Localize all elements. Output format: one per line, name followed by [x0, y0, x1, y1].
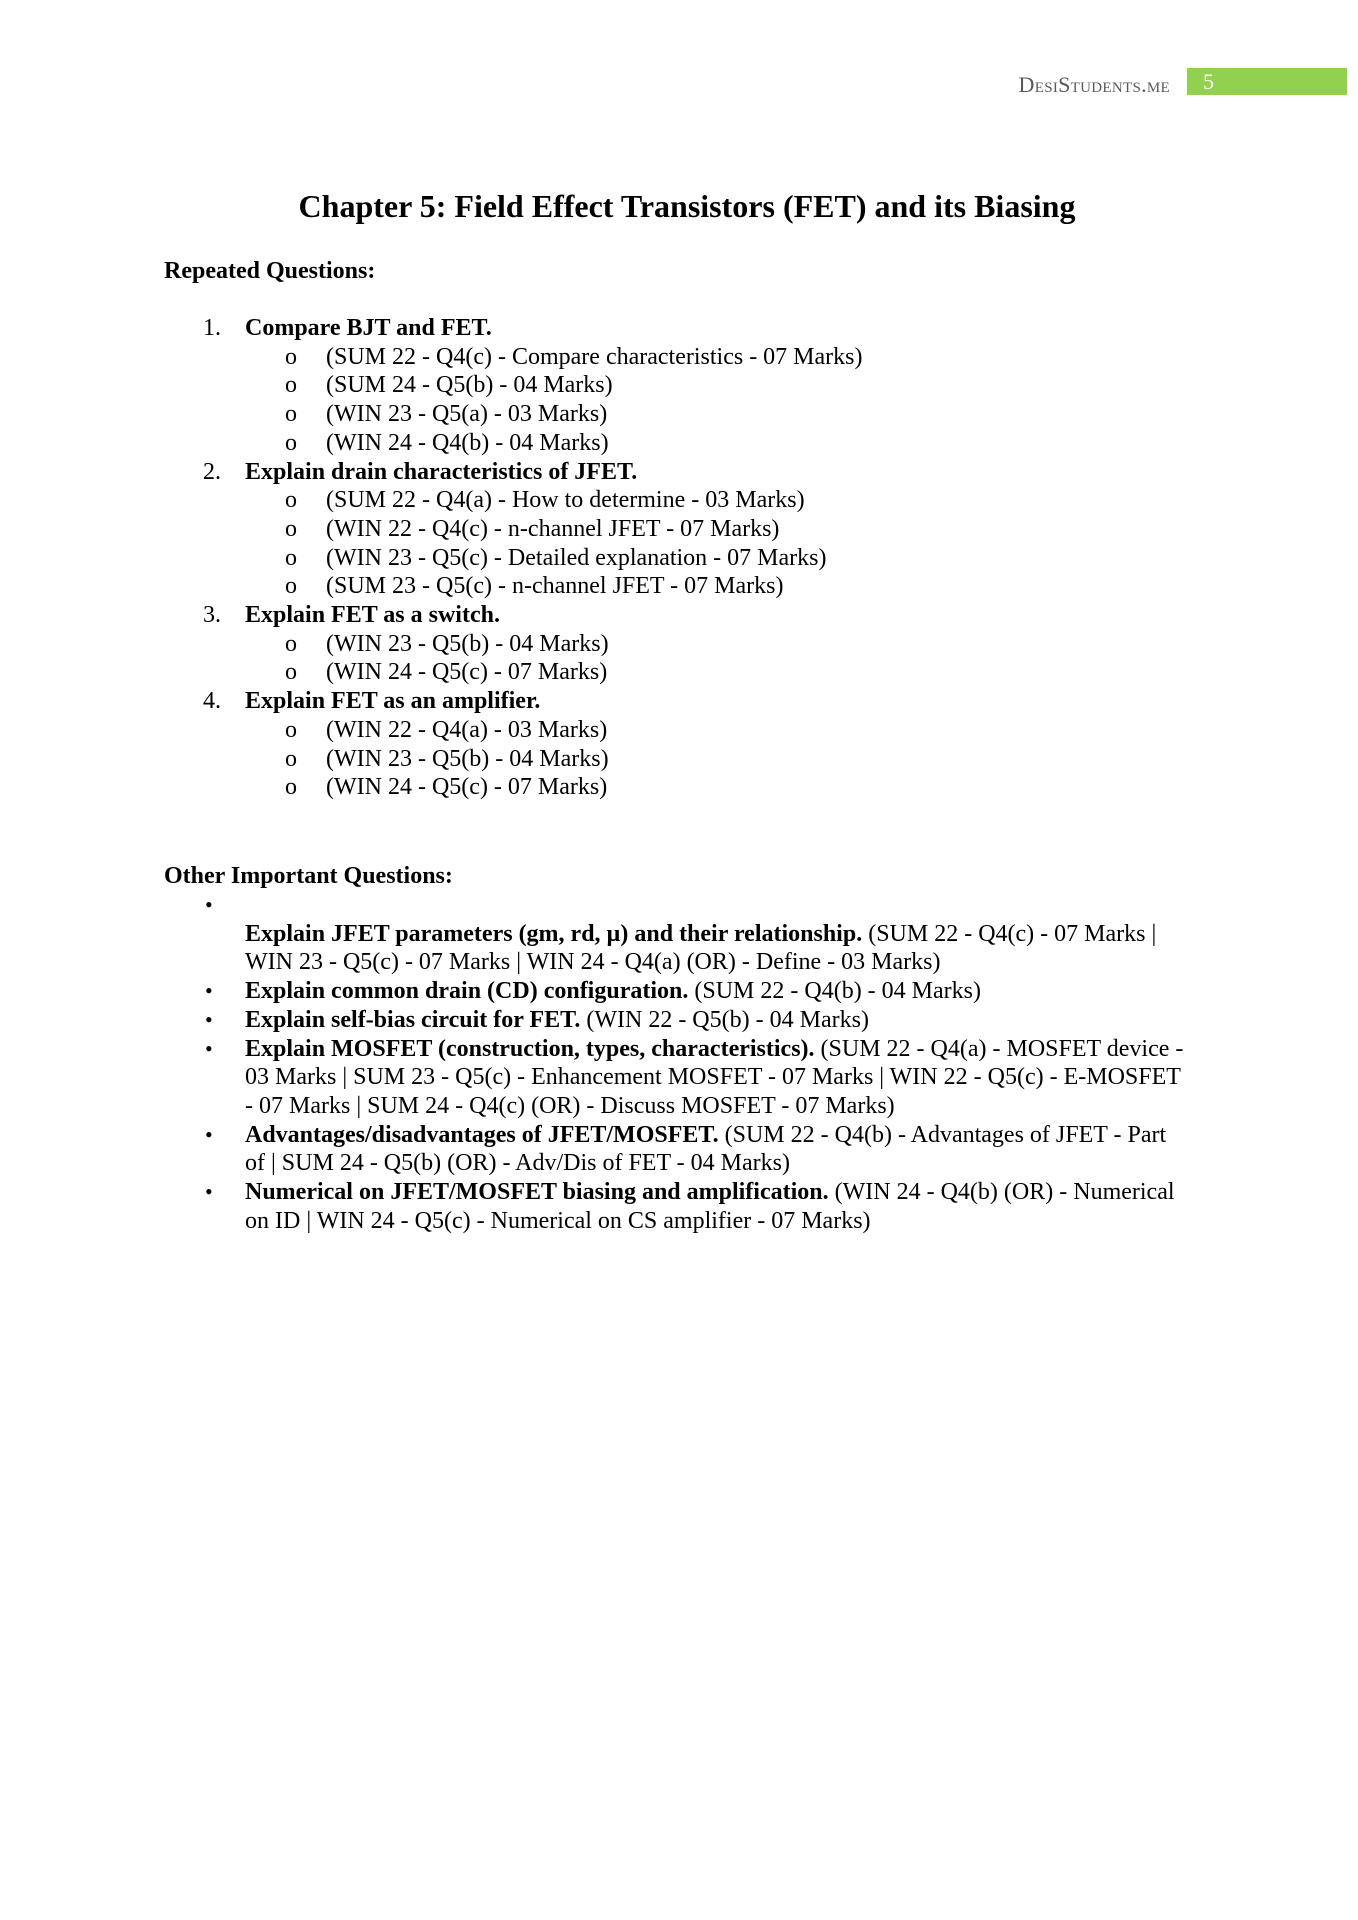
other-question-item — [0, 891, 1358, 977]
circle-bullet-icon: o — [285, 745, 297, 772]
page-number-badge: 5 — [1187, 68, 1347, 95]
question-number: 4. — [203, 688, 221, 715]
source-item: o (WIN 24 - Q4(b) - 04 Marks) — [285, 429, 609, 456]
bullet-icon: • — [205, 978, 213, 1004]
other-question-item — [0, 1035, 1358, 1121]
other-question-text: Advantages/disadvantages of JFET/MOSFET. — [245, 1121, 719, 1148]
circle-bullet-icon: o — [285, 544, 297, 571]
source-item: o (SUM 23 - Q5(c) - n-channel JFET - 07 Marks) — [285, 573, 784, 600]
question-item — [0, 458, 1358, 602]
bullet-icon: • — [205, 1035, 213, 1061]
other-question-sources: (SUM 22 - Q4(c) - 07 Marks | WIN 23 - Q5(c) - 07 Marks | WIN 24 - Q4(a) (OR) - Define - 03 Marks) — [245, 920, 1157, 976]
circle-bullet-icon: o — [285, 487, 297, 514]
circle-bullet-icon: o — [285, 573, 297, 600]
other-question-item — [0, 1178, 1358, 1235]
other-question-item — [0, 1121, 1358, 1178]
source-item: o (SUM 22 - Q4(c) - Compare characteristics - 07 Marks) — [285, 343, 863, 370]
source-item: o (WIN 22 - Q4(a) - 03 Marks) — [285, 716, 608, 743]
other-question-item — [0, 1006, 1358, 1035]
question-text: Explain drain characteristics of JFET. — [245, 458, 638, 485]
circle-bullet-icon: o — [285, 429, 297, 456]
bullet-icon: • — [205, 1006, 213, 1032]
other-question-text: Numerical on JFET/MOSFET biasing and amplification. — [245, 1179, 829, 1206]
other-question-sources: (WIN 22 - Q5(b) - 04 Marks) — [580, 1006, 869, 1033]
other-questions-list — [0, 891, 1358, 1235]
other-question-text: Explain common drain (CD) configuration. — [245, 978, 689, 1005]
other-question-sources: (SUM 22 - Q4(b) - 04 Marks) — [688, 978, 981, 1005]
circle-bullet-icon: o — [285, 343, 297, 370]
other-question-text: Explain MOSFET (construction, types, characteristics). — [245, 1035, 815, 1062]
question-item — [0, 314, 1358, 458]
repeated-questions-heading: Repeated Questions: — [164, 258, 376, 284]
source-item: o (WIN 24 - Q5(c) - 07 Marks) — [285, 774, 608, 801]
circle-bullet-icon: o — [285, 659, 297, 686]
question-item — [0, 601, 1358, 687]
question-number: 3. — [203, 602, 221, 629]
source-item: o (WIN 23 - Q5(b) - 04 Marks) — [285, 745, 609, 772]
question-sources — [245, 343, 1358, 458]
other-question-text: Explain JFET parameters (gm, rd, µ) and their relationship. — [245, 920, 863, 947]
question-text: Explain FET as a switch. — [245, 602, 500, 629]
question-number: 2. — [203, 458, 221, 485]
circle-bullet-icon: o — [285, 401, 297, 428]
site-name: DesiStudents.me — [1018, 72, 1170, 97]
question-number: 1. — [203, 315, 221, 341]
repeated-questions-list — [0, 314, 1358, 802]
question-sources — [245, 486, 1358, 601]
source-item: o (WIN 23 - Q5(b) - 04 Marks) — [285, 630, 609, 657]
circle-bullet-icon: o — [285, 716, 297, 743]
other-questions-heading: Other Important Questions: — [164, 863, 453, 889]
question-sources — [245, 630, 1358, 687]
question-sources — [245, 716, 1358, 802]
other-question-sources: (WIN 24 - Q4(b) (OR) - Numerical on ID | WIN 24 - Q5(c) - Numerical on CS amplifier - 07 Marks) — [245, 1179, 1175, 1234]
source-item: o (SUM 24 - Q5(b) - 04 Marks) — [285, 372, 613, 399]
question-text: Explain FET as an amplifier. — [245, 688, 541, 715]
question-text: Compare BJT and FET. — [245, 315, 492, 341]
source-item: o (WIN 24 - Q5(c) - 07 Marks) — [285, 659, 608, 686]
bullet-icon: • — [205, 1121, 213, 1147]
circle-bullet-icon: o — [285, 372, 297, 399]
circle-bullet-icon: o — [285, 630, 297, 657]
source-item: o (WIN 23 - Q5(c) - Detailed explanation - 07 Marks) — [285, 544, 827, 571]
question-item — [0, 687, 1358, 802]
other-question-text: Explain self-bias circuit for FET. — [245, 1006, 581, 1033]
bullet-icon: • — [205, 1179, 213, 1205]
source-item: o (SUM 22 - Q4(a) - How to determine - 03 Marks) — [285, 487, 805, 514]
page-header — [0, 64, 1358, 98]
other-question-sources: (SUM 22 - Q4(a) - MOSFET device - 03 Marks | SUM 23 - Q5(c) - Enhancement MOSFET - 07 Marks | WIN 22 - Q5(c) - E-MOSFET - 07 Marks | SUM 24 - Q4(c) (OR) - Discuss MOSFET - 07 Marks) — [245, 1035, 1184, 1119]
other-question-sources: (SUM 22 - Q4(b) - Advantages of JFET - Part of | SUM 24 - Q5(b) (OR) - Adv/Dis of FET - 04 Marks) — [245, 1121, 1167, 1177]
other-question-item — [0, 977, 1358, 1006]
circle-bullet-icon: o — [285, 515, 297, 542]
source-item: o (WIN 23 - Q5(a) - 03 Marks) — [285, 401, 608, 428]
bullet-icon: • — [205, 892, 213, 917]
source-item: o (WIN 22 - Q4(c) - n-channel JFET - 07 Marks) — [285, 515, 780, 542]
chapter-title: Chapter 5: Field Effect Transistors (FET) and its Biasing — [298, 188, 1076, 224]
circle-bullet-icon: o — [285, 774, 297, 801]
